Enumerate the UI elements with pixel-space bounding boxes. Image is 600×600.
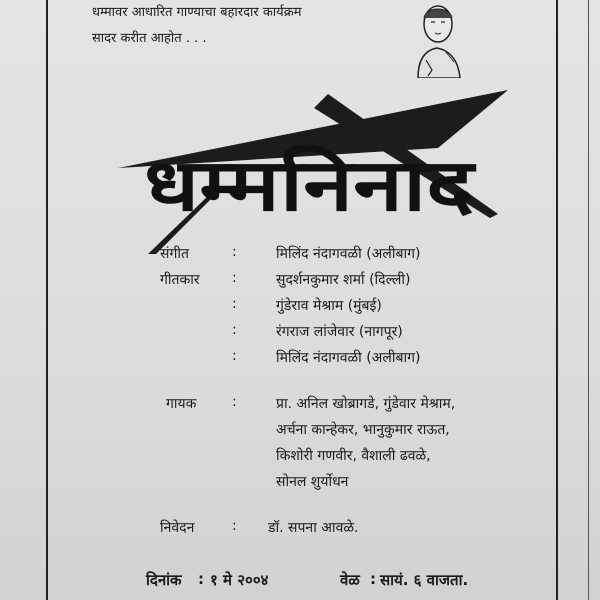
singer-line: सोनल शुर्योधन — [276, 474, 349, 490]
singer-line: अर्चना कान्हेकर, भानुकुमार राऊत, — [276, 422, 450, 438]
anchor-value: डॉ. सपना आवळे. — [268, 520, 359, 536]
right-border-line — [556, 0, 558, 600]
lyricist-item: गुंडेराव मेश्राम (मुंबई) — [276, 298, 382, 314]
music-colon: : — [232, 244, 237, 260]
anchor-colon: : — [232, 518, 237, 534]
lyricist-item: सुदर्शनकुमार शर्मा (दिल्ली) — [276, 272, 411, 288]
lyricist-colon-3: : — [232, 322, 237, 338]
intro-line-2: सादर करीत आहोत . . . — [92, 31, 207, 46]
left-border-line — [46, 0, 48, 600]
title-text: धम्मनिनाद — [144, 143, 478, 227]
date-label: दिनांक — [146, 571, 182, 589]
music-value: मिलिंद नंदागवळी (अलीबाग) — [276, 246, 421, 262]
music-label: संगीत — [160, 246, 189, 262]
lyricist-item: मिलिंद नंदागवळी (अलीबाग) — [276, 350, 421, 366]
lyricist-item: रंगराज लांजेवार (नागपूर) — [276, 324, 403, 340]
time-colon: : — [370, 570, 376, 588]
singer-line: प्रा. अनिल खोब्रागडे, गुंडेवार मेश्राम, — [276, 396, 456, 412]
singer-line: किशोरी गणवीर, वैशाली ढवळे, — [276, 448, 431, 464]
date-colon: : — [198, 570, 204, 588]
singers-colon: : — [232, 394, 237, 410]
time-label: वेळ — [340, 571, 360, 589]
intro-line-1: धम्मावर आधारित गाण्याचा बहारदार कार्यक्रम — [92, 5, 302, 20]
lyricist-colon-2: : — [232, 296, 237, 312]
title-calligraphy — [118, 64, 508, 254]
lyricist-colon-1: : — [232, 270, 237, 286]
time-value: सायं. ६ वाजता. — [380, 571, 469, 589]
lyricist-colon-4: : — [232, 348, 237, 364]
lyricist-label: गीतकार — [160, 272, 200, 288]
anchor-label: निवेदन — [160, 520, 195, 536]
singers-label: गायक — [166, 396, 197, 412]
outer-border-line — [588, 0, 589, 600]
date-value: १ मे २००४ — [210, 571, 269, 589]
intro-text — [92, 0, 301, 52]
